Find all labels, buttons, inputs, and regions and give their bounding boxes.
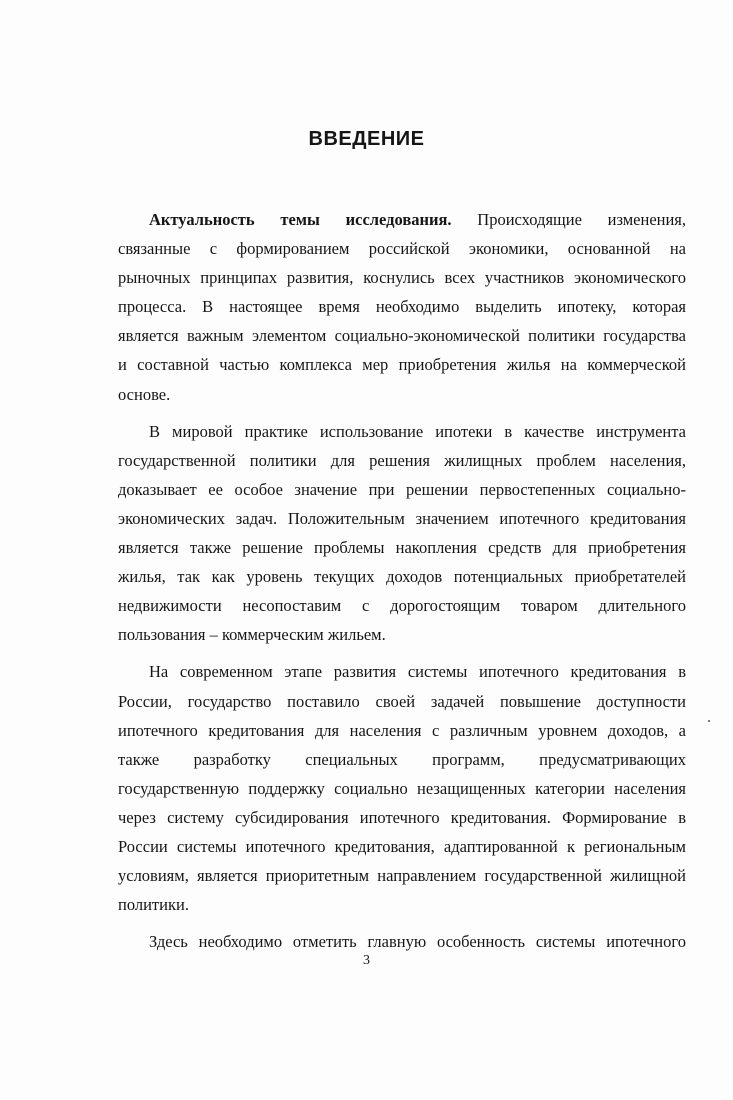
paragraph-2-line-4: экономических задач. Положительным значением ипотечного кредитования <box>118 508 686 528</box>
page-title: ВВЕДЕНИЕ <box>308 128 425 150</box>
paragraph-3-line-5: государственную поддержку социально незащищенных категории населения <box>118 778 686 798</box>
paragraph-3-line-3: ипотечного кредитования для населения с различным уровнем доходов, а <box>118 720 686 740</box>
paragraph-spacer <box>118 919 686 927</box>
paragraph-1-line-6: и составной частью комплекса мер приобретения жилья на коммерческой <box>118 355 686 375</box>
scan-speck <box>708 720 710 722</box>
paragraph-4-line-1: Здесь необходимо отметить главную особенность системы ипотечного <box>149 932 686 952</box>
paragraph-1-line-3: рыночных принципах развития, коснулись всех участников экономического <box>118 268 686 288</box>
paragraph-1-line-4: процесса. В настоящее время необходимо выделить ипотеку, которая <box>118 297 686 317</box>
lead-phrase: Актуальность темы исследования. <box>149 210 452 229</box>
paragraph-2-line-7: недвижимости несопоставим с дорогостоящим товаром длительного <box>118 596 686 616</box>
paragraph-1-line-7: основе. <box>118 384 171 404</box>
paragraph-3-line-4: также разработку специальных программ, предусматривающих <box>118 749 686 769</box>
paragraph-3-line-9: политики. <box>118 895 189 915</box>
paragraph-1-line-5: является важным элементом социально-экономической политики государства <box>118 326 686 346</box>
paragraph-3-line-7: России системы ипотечного кредитования, адаптированной к региональным <box>118 836 686 856</box>
paragraph-1-line-2: связанные с формированием российской экономики, основанной на <box>118 239 686 259</box>
paragraph-2-line-8: пользования – коммерческим жильем. <box>118 625 386 645</box>
paragraph-2-line-6: жилья, так как уровень текущих доходов потенциальных приобретателей <box>118 567 686 587</box>
paragraph-1-line-1 <box>118 205 686 234</box>
paragraph-1-line-1-text: Происходящие изменения, <box>477 210 687 229</box>
paragraph-2-line-5: является также решение проблемы накопления средств для приобретения <box>118 538 686 558</box>
paragraph-2-line-3: доказывает ее особое значение при решении первостепенных социально- <box>118 479 686 499</box>
page-number: 3 <box>363 953 370 968</box>
paragraph-2-line-2: государственной политики для решения жилищных проблем населения, <box>118 450 686 470</box>
paragraph-spacer <box>118 409 686 417</box>
paragraph-3-line-1: На современном этапе развития системы ипотечного кредитования в <box>149 662 686 682</box>
paragraph-3-line-6: через систему субсидирования ипотечного кредитования. Формирование в <box>118 807 686 827</box>
paragraph-3-line-2: России, государство поставило своей задачей повышение доступности <box>118 691 686 711</box>
paragraph-2-line-1: В мировой практике использование ипотеки в качестве инструмента <box>149 421 686 441</box>
paragraph-spacer <box>118 649 686 657</box>
paragraph-3-line-8: условиям, является приоритетным направлением государственной жилищной <box>118 866 686 886</box>
body-text <box>118 205 686 956</box>
